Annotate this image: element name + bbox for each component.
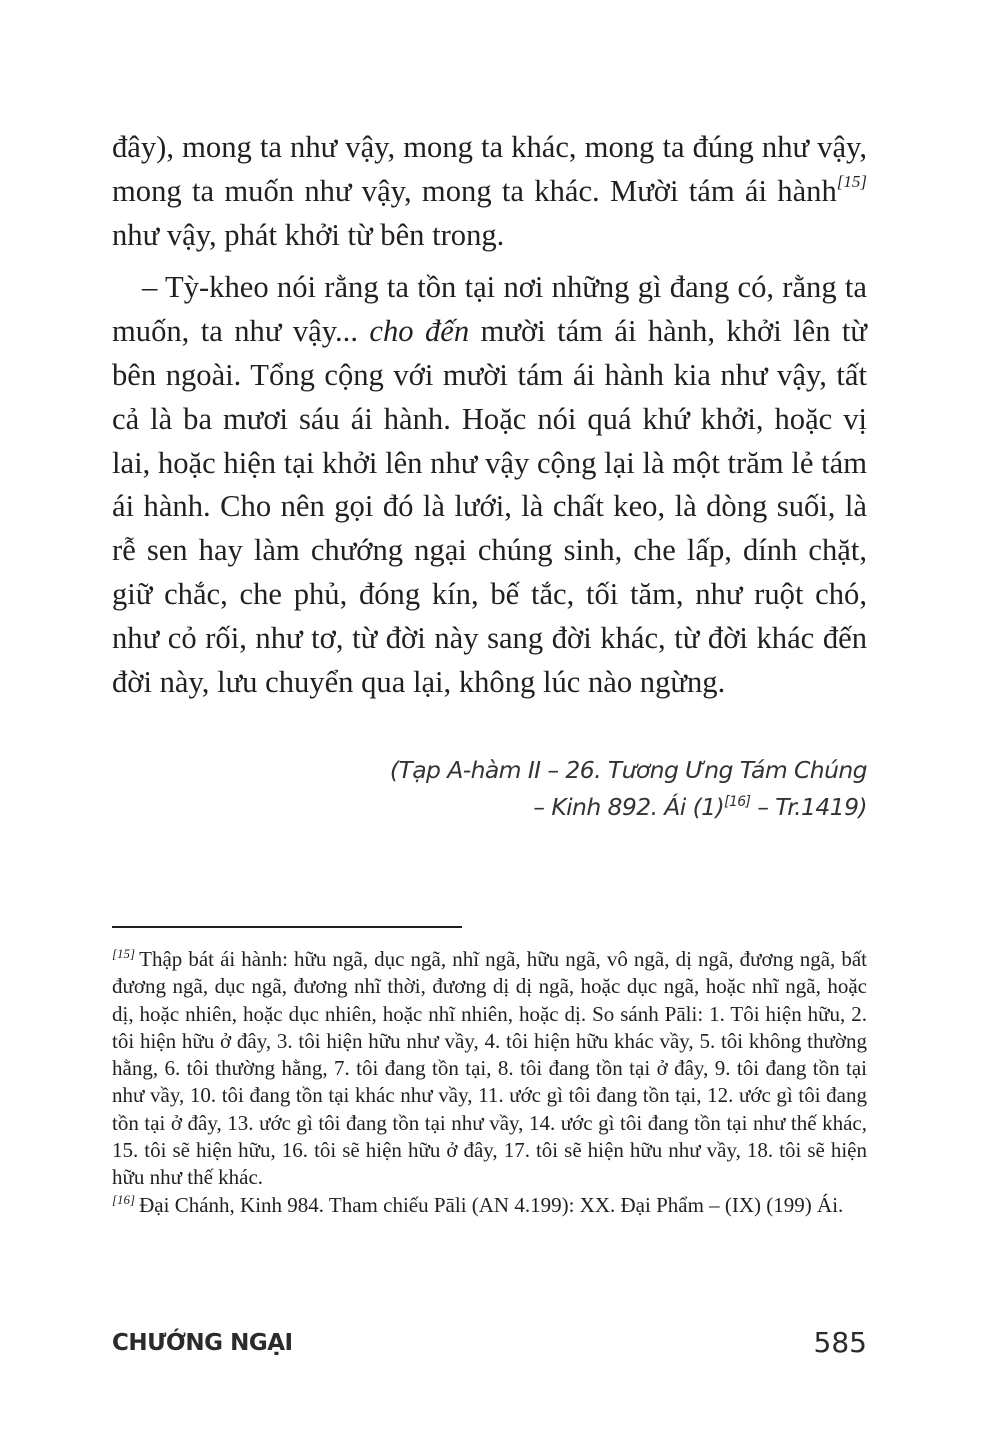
citation-line-2 <box>112 789 867 826</box>
citation-line-2-a: – Kinh 892. Ái (1) <box>533 793 725 821</box>
footnote-text: Thập bát ái hành: hữu ngã, dục ngã, nhĩ ngã, hữu ngã, vô ngã, dị ngã, đương ngã, bất đương ngã, dục ngã, đương nhĩ thời, đương dị dị ngã, hoặc dục ngã, hoặc nhĩ ngã, hoặc dị, hoặc nhiên, hoặc dục nhiên, hoặc nhĩ nhiên, hoặc dị. So sánh Pāli: 1. Tôi hiện hữu, 2. tôi hiện hữu ở đây, 3. tôi hiện hữu như vầy, 4. tôi hiện hữu khác vầy, 5. tôi không thường hằng, 6. tôi thường hằng, 7. tôi đang tồn tại, 8. tôi đang tồn tại ở đây, 9. tôi đang tồn tại như vầy, 10. tôi đang tồn tại khác như vầy, 11. ước gì tôi đang tồn tại, 12. ước gì tôi đang tồn tại ở đây, 13. ước gì tôi đang tồn tại như vầy, 14. ước gì tôi đang tồn tại như thế khác, 15. tôi sẽ hiện hữu, 16. tôi sẽ hiện hữu ở đây, 17. tôi sẽ hiện hữu như vầy, 18. tôi sẽ hiện hữu như thế khác. <box>112 947 867 1190</box>
page-number: 585 <box>813 1326 867 1359</box>
paragraph-2-text-b: mười tám ái hành, khởi lên từ bên ngoài. Tổng cộng với mười tám ái hành kia như vậy, tất cả là ba mươi sáu ái hành. Hoặc nói quá khứ khởi, hoặc vị lai, hoặc hiện tại khởi lên như vậy cộng lại là một trăm lẻ tám ái hành. Cho nên gọi đó là lưới, là chất keo, là dòng suối, là rễ sen hay làm chướng ngại chúng sinh, che lấp, dính chặt, giữ chắc, che phủ, đóng kín, bế tắc, tối tăm, như ruột chó, như cỏ rối, như tơ, từ đời này sang đời khác, từ đời khác đến đời này, lưu chuyển qua lại, không lúc nào ngừng. <box>112 314 867 699</box>
paragraph-1-text-b: như vậy, phát khởi từ bên trong. <box>112 217 505 252</box>
footnote-divider <box>112 926 462 928</box>
footnotes <box>112 946 867 1219</box>
footnote-ref-15[interactable]: [15] <box>836 171 867 191</box>
paragraph-2-italic: cho đến <box>369 314 470 349</box>
footnote-15 <box>112 946 867 1192</box>
paragraph-2-text-a: – Tỳ-kheo nói rằng ta tồn tại nơi những gì đang có, rằng ta muốn, ta như vậy... <box>112 270 867 349</box>
footnote-16 <box>112 1192 867 1219</box>
footnote-ref-16[interactable]: [16] <box>724 794 751 811</box>
main-text <box>112 126 867 704</box>
paragraph-1 <box>112 126 867 257</box>
footnote-mark: [16] <box>112 1191 136 1207</box>
footnote-text: Đại Chánh, Kinh 984. Tham chiếu Pāli (AN 4.199): XX. Đại Phẩm – (IX) (199) Ái. <box>139 1192 844 1217</box>
citation-line-1: (Tạp A-hàm II – 26. Tương Ưng Tám Chúng <box>389 756 867 784</box>
running-title: CHƯỚNG NGẠI <box>112 1330 293 1356</box>
footnote-mark: [15] <box>112 946 136 961</box>
source-citation <box>112 752 867 826</box>
paragraph-2 <box>112 266 867 704</box>
paragraph-1-text-a: đây), mong ta như vậy, mong ta khác, mong ta đúng như vậy, mong ta muốn như vậy, mong ta khác. Mười tám ái hành <box>112 130 867 208</box>
citation-line-2-b: – Tr.1419) <box>750 793 867 821</box>
